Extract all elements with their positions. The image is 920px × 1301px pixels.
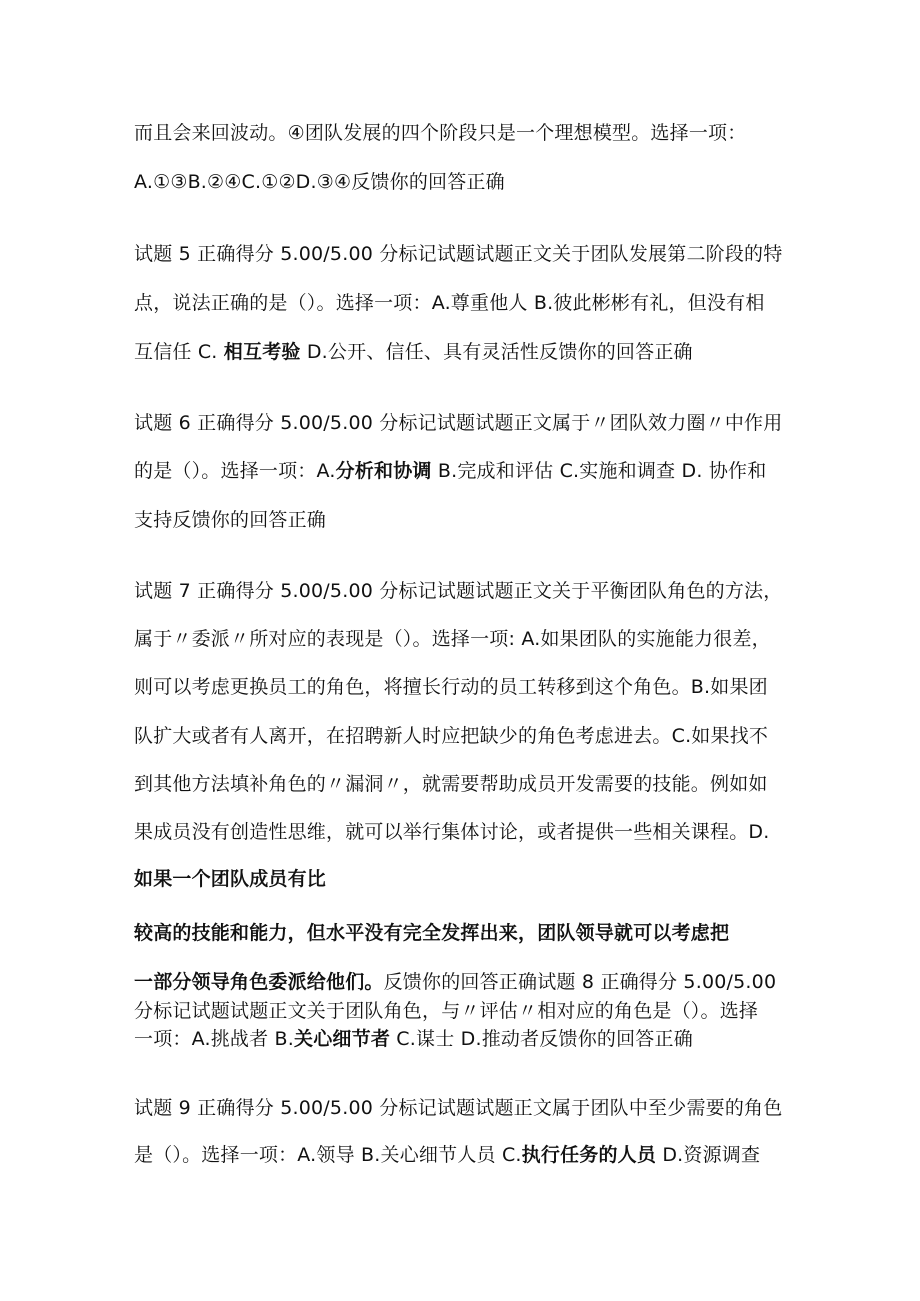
text-line: 则可以考虑更换员工的角色，将擅长行动的员工转移到这个角色。B.如果团	[134, 676, 768, 698]
correct-answer: 分析和协调	[335, 460, 432, 482]
question-7-heading: 试题 7 正确得分 5.00/5.00 分标记试题试题正文关于平衡团队角色的方法，	[134, 580, 783, 602]
text-line: 果成员没有创造性思维，就可以举行集体讨论，或者提供一些相关课程。D.	[134, 821, 770, 843]
text-line	[134, 1026, 693, 1052]
text-span: 一项：A.挑战者 B.	[134, 1028, 295, 1050]
text-line	[134, 1142, 760, 1168]
text-span: D.资源调查	[656, 1144, 761, 1166]
text-line	[134, 969, 776, 995]
text-span: 是（）。选择一项：A.领导 B.关心细节人员 C.	[134, 1144, 522, 1166]
text-line: 点，说法正确的是（）。选择一项：A.尊重他人 B.彼此彬彬有礼，但没有相	[134, 292, 765, 314]
text-line: 属于〃委派〃所对应的表现是（）。选择一项: A.如果团队的实施能力很差，	[134, 628, 771, 650]
text-span: 反馈你的回答正确试题 8 正确得分 5.00/5.00	[383, 971, 777, 993]
text-span: 互信任 C.	[134, 341, 224, 363]
text-line: 而且会来回波动。④团队发展的四个阶段只是一个理想模型。选择一项：	[134, 122, 747, 144]
correct-answer: 相互考验	[223, 341, 301, 363]
text-span: C.谋士 D.推动者反馈你的回答正确	[390, 1028, 693, 1050]
text-span: B.完成和评估 C.实施和调查 D. 协作和	[431, 460, 767, 482]
question-6-heading: 试题 6 正确得分 5.00/5.00 分标记试题试题正文属于〃团队效力圈〃中作用	[134, 412, 783, 434]
correct-answer: 执行任务的人员	[521, 1144, 657, 1166]
correct-answer: 如果一个团队成员有比	[134, 868, 327, 890]
text-line	[134, 458, 766, 484]
text-line	[134, 339, 693, 365]
correct-answer: 关心细节者	[294, 1028, 391, 1050]
question-9-heading: 试题 9 正确得分 5.00/5.00 分标记试题试题正文属于团队中至少需要的角色	[134, 1097, 783, 1119]
text-span: D.公开、信任、具有灵活性反馈你的回答正确	[300, 341, 693, 363]
correct-answer: 较高的技能和能力，但水平没有完全发挥出来，团队领导就可以考虑把	[134, 922, 730, 944]
correct-answer: 一部分领导角色委派给他们。	[134, 971, 384, 993]
text-line: A.①③B.②④C.①②D.③④反馈你的回答正确	[134, 171, 505, 193]
text-line: 队扩大或者有人离开，在招聘新人时应把缺少的角色考虑进去。C.如果找不	[134, 725, 769, 747]
text-span: 的是（）。选择一项：A.	[134, 460, 336, 482]
text-line: 分标记试题试题正文关于团队角色，与〃评估〃相对应的角色是（）。选择	[134, 1000, 759, 1022]
question-5-heading: 试题 5 正确得分 5.00/5.00 分标记试题试题正文关于团队发展第二阶段的特	[134, 243, 783, 265]
text-line: 到其他方法填补角色的〃漏洞〃，就需要帮助成员开发需要的技能。例如如	[134, 773, 768, 795]
text-line: 支持反馈你的回答正确	[134, 509, 327, 531]
